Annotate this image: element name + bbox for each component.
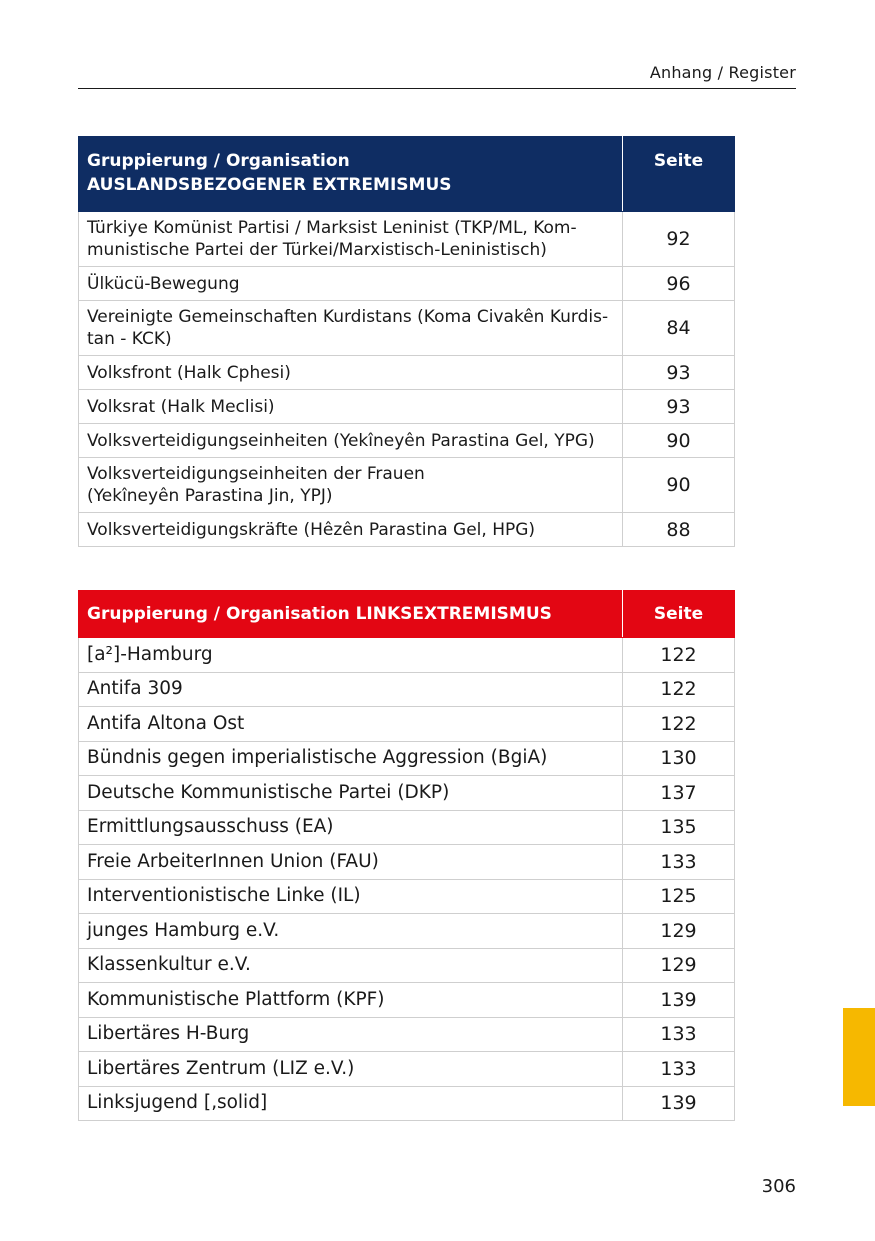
table-row — [79, 513, 735, 547]
name-line: Volksverteidigungseinheiten der Frauen — [87, 464, 425, 484]
organisation-name: junges Hamburg e.V. — [79, 914, 623, 949]
page-number-cell: 90 — [623, 458, 735, 513]
organisation-name: Linksjugend [‚solid] — [79, 1086, 623, 1121]
header-page: Seite — [623, 137, 735, 212]
organisation-name: Klassenkultur e.V. — [79, 948, 623, 983]
page-number-cell: 122 — [623, 707, 735, 742]
page-number-cell: 129 — [623, 914, 735, 949]
header-line-2: AUSLANDSBEZOGENER EXTREMISMUS — [87, 175, 452, 195]
table-row — [79, 267, 735, 301]
table-row — [79, 390, 735, 424]
table-row — [79, 879, 735, 914]
table-row — [79, 1017, 735, 1052]
organisation-name: Ülkücü-Bewegung — [79, 267, 623, 301]
page-number-cell: 92 — [623, 212, 735, 267]
organisation-name: Kommunistische Plattform (KPF) — [79, 983, 623, 1018]
organisation-name: Interventionistische Linke (IL) — [79, 879, 623, 914]
organisation-name — [79, 212, 623, 267]
table-row — [79, 212, 735, 267]
header-organisation — [79, 137, 623, 212]
page-number-cell: 139 — [623, 1086, 735, 1121]
running-head: Anhang / Register — [649, 63, 796, 82]
table-row — [79, 810, 735, 845]
organisation-name: Antifa 309 — [79, 672, 623, 707]
table-row — [79, 776, 735, 811]
table-row — [79, 458, 735, 513]
name-line: Vereinigte Gemeinschaften Kurdistans (Koma Civakên Kurdis- — [87, 307, 609, 327]
table-header-row — [79, 137, 735, 212]
header-rule — [78, 88, 796, 89]
page-number-cell: 129 — [623, 948, 735, 983]
table-row — [79, 1086, 735, 1121]
organisation-name: Freie ArbeiterInnen Union (FAU) — [79, 845, 623, 880]
header-line-1: Gruppierung / Organisation — [87, 151, 350, 171]
organisation-name: Volksverteidigungseinheiten (Yekîneyên Parastina Gel, YPG) — [79, 424, 623, 458]
table-row — [79, 638, 735, 673]
table-header-row — [79, 591, 735, 638]
table-row — [79, 424, 735, 458]
page-number-cell: 93 — [623, 390, 735, 424]
page-number-cell: 139 — [623, 983, 735, 1018]
table-row — [79, 356, 735, 390]
page-number-cell: 84 — [623, 301, 735, 356]
name-line: munistische Partei der Türkei/Marxistisch-Leninistisch) — [87, 240, 547, 260]
header-page: Seite — [623, 591, 735, 638]
page-number-cell: 125 — [623, 879, 735, 914]
organisation-name — [79, 458, 623, 513]
organisation-name: Libertäres Zentrum (LIZ e.V.) — [79, 1052, 623, 1087]
name-line: tan - KCK) — [87, 329, 172, 349]
organisation-name: Antifa Altona Ost — [79, 707, 623, 742]
page-number-cell: 93 — [623, 356, 735, 390]
organisation-name: Volksfront (Halk Cphesi) — [79, 356, 623, 390]
table-row — [79, 707, 735, 742]
page-number-cell: 122 — [623, 638, 735, 673]
table-row — [79, 1052, 735, 1087]
header-organisation: Gruppierung / Organisation LINKSEXTREMISMUS — [79, 591, 623, 638]
table-row — [79, 914, 735, 949]
page-number-cell: 137 — [623, 776, 735, 811]
page-number-cell: 88 — [623, 513, 735, 547]
page-number-cell: 133 — [623, 1052, 735, 1087]
page-number-cell: 133 — [623, 845, 735, 880]
table-linksextremismus — [78, 590, 735, 1121]
name-line: (Yekîneyên Parastina Jin, YPJ) — [87, 486, 333, 506]
organisation-name: Volksrat (Halk Meclisi) — [79, 390, 623, 424]
page-number: 306 — [761, 1176, 796, 1197]
table-row — [79, 845, 735, 880]
chapter-thumb-tab — [843, 1008, 875, 1106]
page-number-cell: 96 — [623, 267, 735, 301]
table-row — [79, 301, 735, 356]
name-line: Türkiye Komünist Partisi / Marksist Leninist (TKP/ML, Kom- — [87, 218, 577, 238]
organisation-name: Volksverteidigungskräfte (Hêzên Parastina Gel, HPG) — [79, 513, 623, 547]
table-row — [79, 741, 735, 776]
page-number-cell: 135 — [623, 810, 735, 845]
organisation-name: [a²]-Hamburg — [79, 638, 623, 673]
table-row — [79, 983, 735, 1018]
organisation-name — [79, 301, 623, 356]
page-number-cell: 122 — [623, 672, 735, 707]
organisation-name: Deutsche Kommunistische Partei (DKP) — [79, 776, 623, 811]
table-row — [79, 672, 735, 707]
page-number-cell: 133 — [623, 1017, 735, 1052]
page-number-cell: 90 — [623, 424, 735, 458]
table-row — [79, 948, 735, 983]
organisation-name: Ermittlungsausschuss (EA) — [79, 810, 623, 845]
organisation-name: Bündnis gegen imperialistische Aggression (BgiA) — [79, 741, 623, 776]
page-number-cell: 130 — [623, 741, 735, 776]
organisation-name: Libertäres H-Burg — [79, 1017, 623, 1052]
table-auslandsbezogener-extremismus — [78, 136, 735, 547]
